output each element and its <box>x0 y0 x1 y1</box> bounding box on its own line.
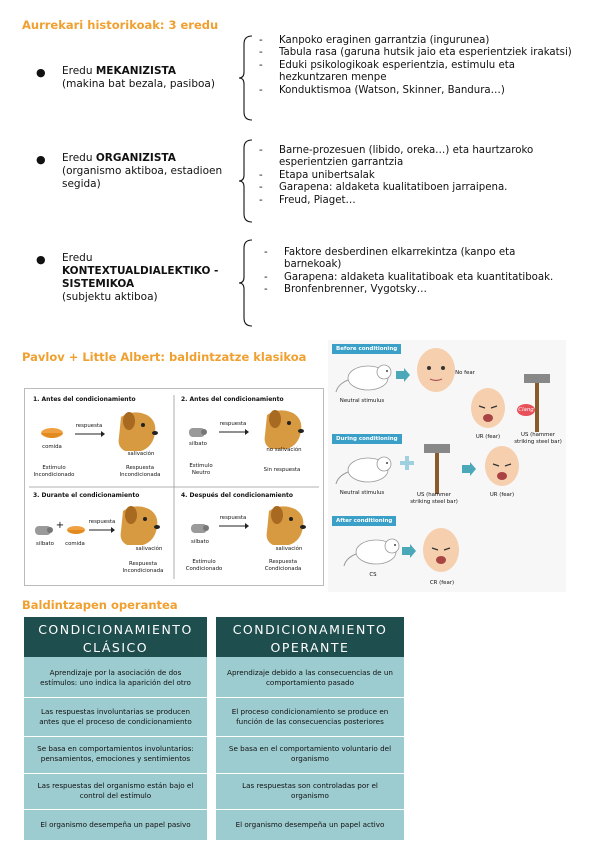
bullet: ● <box>36 66 46 79</box>
table-cell: Se basa en comportamientos involuntarios: pensamientos, emociones y sentimientos <box>37 744 194 763</box>
divider <box>216 809 404 810</box>
rat-icon <box>334 356 396 396</box>
list-item: - Freud, Piaget… <box>257 195 577 207</box>
caption-left: Estímulo Incondicionado <box>33 465 75 478</box>
caption-right: Sin respuesta <box>263 467 301 473</box>
header-line: CONDICIONAMIENTO <box>232 622 388 637</box>
model-desc: (makina bat bezala, pasiboa) <box>62 78 215 90</box>
section-heading-models: Aurrekari historikoak: 3 eredu <box>22 18 219 32</box>
food-label: comida <box>65 541 85 547</box>
arrow-right-icon <box>402 544 416 558</box>
list-item: - Garapena: aldaketa kualitatiboen jarraipena. <box>257 182 577 194</box>
dog-icon <box>257 405 307 451</box>
response-label: salivación <box>127 451 155 457</box>
table-header <box>216 617 404 657</box>
divider <box>24 736 207 737</box>
phase-tag: Before conditioning <box>332 344 401 354</box>
ur-fear-label: UR (fear) <box>475 434 501 440</box>
caption-right: Respuesta Incondicionada <box>119 465 161 478</box>
response-label: salivación <box>275 546 303 552</box>
table-cell: Las respuestas son controladas por el organismo <box>242 781 378 800</box>
model-prefix: Eredu <box>62 152 96 164</box>
plus-icon: + <box>55 520 65 531</box>
response-label: no salivación <box>266 447 302 453</box>
arrow-label: respuesta <box>219 421 247 427</box>
arrow-icon <box>219 429 249 435</box>
list-item: - Kanpoko eraginen garrantzia (ingurunea) <box>257 35 577 47</box>
model-name: MEKANIZISTA <box>95 65 176 77</box>
header-line: CONDICIONAMIENTO <box>38 622 193 637</box>
model-prefix: Eredu <box>62 65 96 77</box>
phase-tag: During conditioning <box>332 434 402 444</box>
us-hammer-label: US (hammer striking steel bar) <box>514 432 562 445</box>
section-heading-operant: Baldintzapen operantea <box>22 598 178 612</box>
divider <box>24 773 207 774</box>
rat-icon <box>342 530 404 570</box>
bullet: ● <box>36 153 46 166</box>
list-item: - Tabula rasa (garuna hutsik jaio eta esperientziek irakatsi) <box>257 47 577 59</box>
crying-baby-icon <box>482 444 522 490</box>
table-header <box>24 617 207 657</box>
model-points-list <box>257 145 577 207</box>
phase-tag: After conditioning <box>332 516 396 526</box>
model-desc: (organismo aktiboa, estadioen segida) <box>62 165 223 190</box>
table-cell: Las respuestas involuntarias se producen antes que el proceso de condicionamiento <box>39 707 192 726</box>
food-label: comida <box>42 444 62 450</box>
arrow-right-icon <box>396 368 410 382</box>
dog-icon <box>259 501 309 547</box>
table-cell: Se basa en el comportamiento voluntario del organismo <box>228 744 392 763</box>
arrow-right-icon <box>462 462 476 476</box>
quadrant-title: 2. Antes del condicionamiento <box>181 396 284 403</box>
divider <box>24 697 207 698</box>
rat-icon <box>334 448 396 488</box>
list-item: - Faktore desberdinen elkarrekintza (kanpo eta barnekoak) <box>262 247 562 272</box>
table-cell: Aprendizaje por la asociación de dos estímulos: uno indica la aparición del otro <box>40 668 191 687</box>
bell-label: silbato <box>36 541 54 547</box>
header-line: OPERANTE <box>270 640 350 655</box>
list-item: - Etapa unibertsalak <box>257 170 577 182</box>
model-desc: (subjektu aktiboa) <box>62 291 158 303</box>
crying-baby-icon <box>420 526 462 576</box>
arrow-label: respuesta <box>75 423 103 429</box>
quadrant-title: 3. Durante el condicionamiento <box>33 492 140 499</box>
list-item: - Konduktismoa (Watson, Skinner, Bandura…) <box>257 85 577 97</box>
model-points-list <box>262 247 562 297</box>
model-name: KONTEXTUALDIALEKTIKO -SISTEMIKOA <box>62 265 219 290</box>
table-cell: El proceso condicionamiento se produce en función de las consecuencias posteriores <box>231 707 389 726</box>
quadrant-title: 1. Antes del condicionamiento <box>33 396 136 403</box>
caption-left: Estímulo Neutro <box>189 463 213 476</box>
arrow-label: respuesta <box>88 519 116 525</box>
list-item: - Bronfenbrenner, Vygotsky… <box>262 284 562 296</box>
list-item: - Garapena: aldaketa kualitatiboak eta kuantitatiboak. <box>262 272 562 284</box>
caption-right: Respuesta Incondicionada <box>122 561 164 574</box>
cr-fear-label: CR (fear) <box>429 580 455 586</box>
food-bowl-icon <box>39 427 65 441</box>
divider <box>216 773 404 774</box>
table-cell: Aprendizaje debido a las consecuencias de un comportamiento pasado <box>227 668 393 687</box>
whistle-icon <box>33 523 55 537</box>
response-label: salivación <box>135 546 163 552</box>
dog-icon <box>113 501 163 547</box>
divider <box>24 809 207 810</box>
arrow-label: respuesta <box>219 515 247 521</box>
whistle-icon <box>189 521 211 535</box>
no-fear-label: No fear <box>455 370 475 376</box>
section-heading-pavlov: Pavlov + Little Albert: baldintzatze klasikoa <box>22 350 307 364</box>
table-column-classic <box>24 617 207 840</box>
table-column-operant <box>216 617 404 840</box>
arrow-icon <box>75 431 105 437</box>
little-albert-figure <box>328 340 566 592</box>
bell-label: silbato <box>189 441 207 447</box>
model-prefix: Eredu <box>62 252 93 264</box>
curly-brace-icon <box>238 138 254 224</box>
table-cell: Las respuestas del organismo están bajo el control del estímulo <box>37 781 194 800</box>
us-hammer-label: US (hammer striking steel bar) <box>410 492 458 505</box>
model-organizista <box>62 152 232 191</box>
model-points-list <box>257 35 577 97</box>
pavlov-figure <box>24 388 324 586</box>
list-item: - Eduki psikologikoak esperientzia, estimulu eta hezkuntzaren menpe <box>257 60 577 85</box>
header-line: CLÁSICO <box>82 640 149 655</box>
clang-label: Clang <box>518 407 534 413</box>
table-cell: El organismo desempeña un papel pasivo <box>40 820 191 829</box>
caption-left: Estímulo Condicionado <box>185 559 223 572</box>
caption-right: Respuesta Condicionada <box>264 559 302 572</box>
crying-baby-icon <box>468 386 508 432</box>
hammer-icon <box>416 440 458 496</box>
model-mekanizista <box>62 65 242 91</box>
model-kontextual <box>62 252 240 304</box>
divider <box>216 736 404 737</box>
bullet: ● <box>36 253 46 266</box>
bell-label: silbato <box>191 539 209 545</box>
arrow-icon <box>89 527 115 533</box>
cs-label: CS <box>369 572 377 578</box>
model-name: ORGANIZISTA <box>95 152 176 164</box>
plus-icon <box>400 456 414 470</box>
food-bowl-icon <box>65 525 87 537</box>
neutral-stimulus-label: Neutral stimulus <box>339 398 385 404</box>
arrow-icon <box>219 523 249 529</box>
hammer-icon <box>514 368 560 434</box>
neutral-stimulus-label: Neutral stimulus <box>339 490 385 496</box>
ur-fear-label: UR (fear) <box>489 492 515 498</box>
table-cell: El organismo desempeña un papel activo <box>235 820 385 829</box>
quadrant-title: 4. Después del condicionamiento <box>181 492 293 499</box>
divider <box>216 697 404 698</box>
whistle-icon <box>187 425 209 439</box>
list-item: - Barne-prozesuen (libido, oreka…) eta haurtzaroko esperientzien garrantzia <box>257 145 577 170</box>
curly-brace-icon <box>238 34 254 122</box>
curly-brace-icon <box>238 238 254 328</box>
dog-icon <box>111 407 161 453</box>
